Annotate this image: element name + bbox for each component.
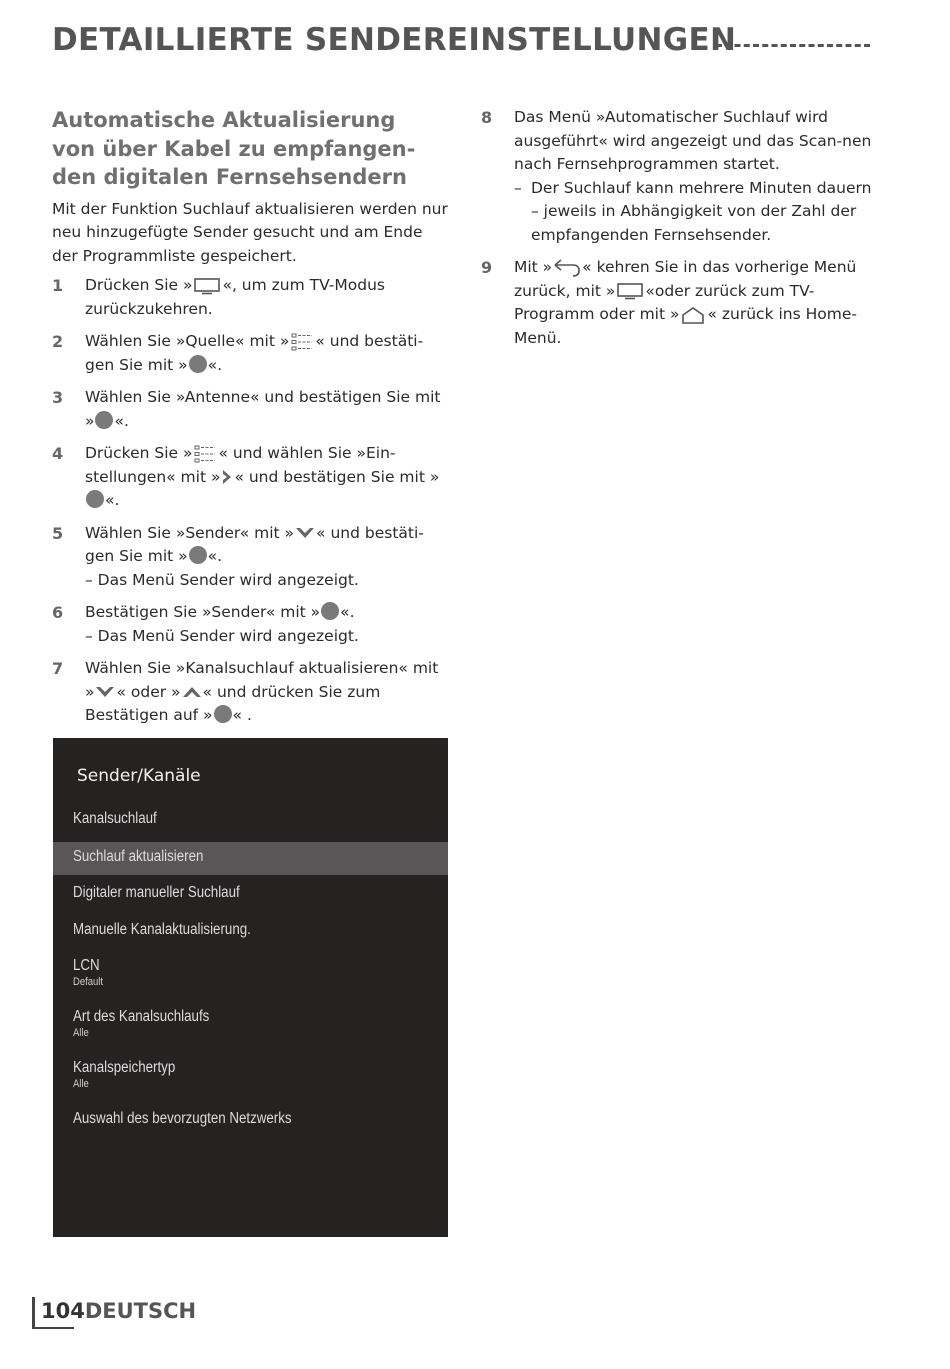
- tv-menu-title: Sender/Kanäle: [77, 766, 201, 786]
- tv-menu-item-art-des-kanalsuchlaufs[interactable]: [53, 1008, 448, 1042]
- dash-bullet: –: [514, 178, 522, 197]
- source-list-icon: [290, 332, 314, 352]
- step-text-part: «.: [340, 603, 355, 621]
- step-text: [85, 601, 448, 648]
- step-text: [85, 330, 448, 377]
- tv-icon: [193, 277, 221, 295]
- step-text-part: «.: [207, 355, 223, 374]
- step-text: [85, 386, 448, 433]
- tv-menu-item-lcn[interactable]: [53, 957, 448, 991]
- right-column: [481, 106, 881, 359]
- step-text-part: Bestätigen Sie »Sender« mit »: [85, 603, 321, 621]
- step-text: [514, 256, 881, 350]
- ok-button-icon: [189, 355, 207, 373]
- step-7: [52, 657, 448, 728]
- step-1: [52, 274, 448, 321]
- right-arrow-icon: [221, 468, 233, 486]
- tv-menu-item-label: Art des Kanalsuchlaufs: [73, 1008, 210, 1025]
- up-arrow-icon: [182, 685, 202, 699]
- page-number: 104: [41, 1299, 85, 1323]
- home-icon: [680, 306, 706, 324]
- step-number: 7: [52, 659, 64, 678]
- ok-button-icon: [86, 490, 104, 508]
- step-text: [85, 522, 448, 593]
- footer-underline: [32, 1327, 74, 1329]
- tv-menu-item-value: Alle: [73, 1078, 89, 1090]
- step-number: 9: [481, 258, 493, 277]
- step-text-part: Drücken Sie »: [85, 276, 193, 294]
- step-text-part: Drücken Sie »: [85, 444, 193, 462]
- step-text: [514, 106, 881, 247]
- step-4: [52, 442, 448, 513]
- step-number: 1: [52, 276, 64, 295]
- tv-menu-item-label: LCN: [73, 957, 100, 974]
- left-column: [52, 106, 448, 737]
- step-text-part: Wählen Sie »Antenne« und bestätigen Sie mit »: [85, 388, 441, 430]
- tv-menu-item-label: Kanalsuchlauf: [73, 810, 157, 827]
- step-sub-text: Der Suchlauf kann mehrere Minuten dauern – jeweils in Abhängigkeit von der Zahl der empfangenden Fernsehsender.: [531, 178, 872, 244]
- step-text-part: « und bestätigen Sie mit »: [234, 467, 440, 486]
- step-number: 2: [52, 332, 64, 351]
- step-2: [52, 330, 448, 377]
- step-text: [85, 274, 448, 321]
- tv-menu-item-bevorzugtes-netzwerk[interactable]: [53, 1110, 448, 1134]
- step-text-part: « .: [232, 706, 252, 724]
- step-text: [85, 657, 448, 728]
- tv-menu-item-digitaler-manueller-suchlauf[interactable]: [53, 884, 448, 908]
- title-dashed-rule: [716, 44, 870, 47]
- step-8: [481, 106, 881, 247]
- step-text-part: « und bestäti-gen Sie mit »: [85, 523, 424, 565]
- step-text-part: «.: [207, 547, 223, 565]
- step-9: [481, 256, 881, 350]
- step-text-part: Wählen Sie »Sender« mit »: [85, 523, 295, 542]
- step-text-part: «oder zurück zum TV-Programm oder mit »: [514, 281, 815, 323]
- tv-menu-item-label: Suchlauf aktualisieren: [73, 848, 204, 865]
- step-5: [52, 522, 448, 593]
- ok-button-icon: [214, 705, 232, 723]
- tv-menu-item-label: Digitaler manueller Suchlauf: [73, 884, 240, 901]
- step-text-part: « und wählen Sie »Ein-stellungen« mit »: [85, 444, 396, 486]
- tv-menu-item-kanalspeichertyp[interactable]: [53, 1059, 448, 1093]
- step-text: [85, 442, 448, 513]
- tv-menu-item-label: Auswahl des bevorzugten Netzwerks: [73, 1110, 292, 1127]
- step-text-part: Das Menü »Automatischer Suchlauf wird ausgeführt« wird angezeigt und das Scan-nen nach Fernsehprogrammen startet.: [514, 108, 872, 173]
- ok-button-icon: [189, 546, 207, 564]
- back-icon: [553, 259, 581, 277]
- down-arrow-icon: [295, 526, 315, 540]
- footer-bracket: [32, 1297, 35, 1329]
- step-6: [52, 601, 448, 648]
- step-text-part: Wählen Sie »Quelle« mit »: [85, 332, 290, 350]
- step-number: 6: [52, 603, 64, 622]
- section-heading: [52, 106, 448, 192]
- tv-menu-item-value: Default: [73, 976, 103, 988]
- tv-menu-item-suchlauf-aktualisieren[interactable]: [53, 842, 448, 875]
- step-result: – Das Menü Sender wird angezeigt.: [85, 626, 359, 645]
- step-number: 4: [52, 444, 64, 463]
- step-3: [52, 386, 448, 433]
- step-number: 3: [52, 388, 64, 407]
- footer: [41, 1299, 196, 1323]
- section-heading-line: von über Kabel zu empfangen-: [52, 136, 416, 161]
- step-text-part: Wählen Sie »Kanalsuchlauf aktualisieren« mit »: [85, 659, 439, 701]
- tv-menu-item-label: Kanalspeichertyp: [73, 1059, 176, 1076]
- step-sub-note: [514, 177, 881, 248]
- section-heading-line: Automatische Aktualisierung: [52, 108, 396, 132]
- step-text-part: Mit »: [514, 258, 553, 276]
- step-text-part: « oder »: [116, 682, 181, 701]
- tv-menu-screenshot: [53, 738, 448, 1237]
- tv-menu-item-manuelle-kanalaktualisierung[interactable]: [53, 921, 448, 945]
- tv-menu-item-value: Alle: [73, 1027, 89, 1039]
- source-list-icon: [193, 444, 217, 464]
- tv-menu-item-label: Manuelle Kanalaktualisierung.: [73, 921, 251, 938]
- ok-button-icon: [95, 411, 113, 429]
- ok-button-icon: [321, 602, 339, 620]
- step-text-part: « und bestäti-gen Sie mit »: [85, 332, 424, 374]
- step-result: – Das Menü Sender wird angezeigt.: [85, 570, 359, 589]
- intro-text: Mit der Funktion Suchlauf aktualisieren werden nur neu hinzugefügte Sender gesucht und am Ende der Programmliste gespeichert.: [52, 199, 448, 265]
- step-text-part: «.: [105, 491, 120, 509]
- down-arrow-icon: [95, 685, 115, 699]
- section-heading-line: den digitalen Fernsehsendern: [52, 165, 407, 189]
- step-text-part: «.: [114, 411, 129, 430]
- page-title: DETAILLIERTE SENDEREINSTELLUNGEN: [52, 22, 737, 58]
- step-text-part: « zurück ins Home-Menü.: [514, 305, 857, 347]
- tv-menu-item-kanalsuchlauf[interactable]: [53, 810, 448, 834]
- step-text-part: «, um zum TV-Modus zurückzukehren.: [85, 276, 385, 318]
- tv-icon: [616, 282, 644, 300]
- footer-language: DEUTSCH: [84, 1299, 197, 1323]
- step-number: 8: [481, 108, 493, 127]
- step-number: 5: [52, 523, 64, 543]
- step-text-part: « und drücken Sie zum Bestätigen auf »: [85, 682, 381, 724]
- step-text-part: « kehren Sie in das vorherige Menü zurück, mit »: [514, 258, 857, 300]
